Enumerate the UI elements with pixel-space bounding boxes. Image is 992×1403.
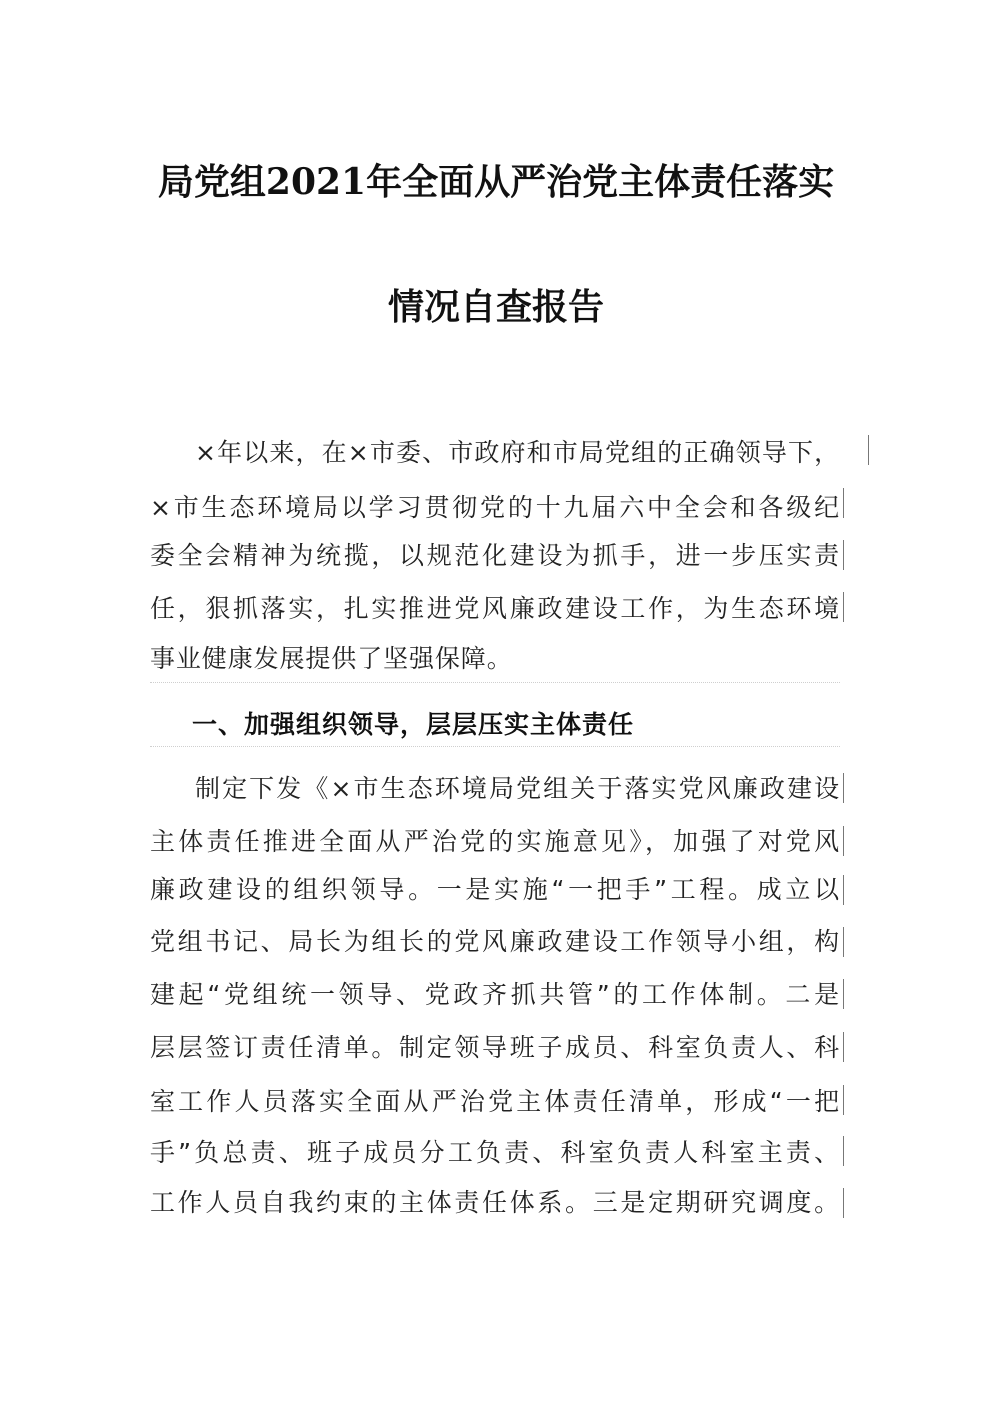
margin-marker [868, 435, 869, 465]
document-title-line-1: 局党组2021年全面从严治党主体责任落实 [157, 161, 835, 203]
intro-line: ×年以来，在×市委、市政府和市局党组的正确领导下， [195, 438, 840, 467]
margin-marker [843, 1136, 844, 1166]
section-line: 工作人员自我约束的主体责任体系。三是定期研究调度。 [150, 1188, 840, 1217]
section-line: 制定下发《×市生态环境局党组关于落实党风廉政建设 [195, 774, 840, 803]
margin-marker [843, 826, 844, 856]
margin-marker [843, 592, 844, 622]
intro-line: 委全会精神为统揽，以规范化建设为抓手，进一步压实责 [150, 541, 840, 570]
margin-marker [843, 488, 844, 518]
section-line: 室工作人员落实全面从严治党主体责任清单，形成“一把 [150, 1087, 840, 1116]
intro-line: ×市生态环境局以学习贯彻党的十九届六中全会和各级纪 [150, 493, 840, 522]
margin-marker [843, 927, 844, 957]
margin-marker [843, 1085, 844, 1115]
section-heading: 一、加强组织领导，层层压实主体责任 [192, 710, 635, 739]
margin-marker [843, 773, 844, 803]
margin-marker [843, 1188, 844, 1218]
divider-line [150, 682, 840, 683]
margin-marker [843, 1032, 844, 1062]
section-line: 层层签订责任清单。制定领导班子成员、科室负责人、科 [150, 1033, 840, 1062]
section-line: 建起“党组统一领导、党政齐抓共管”的工作体制。二是 [150, 980, 840, 1009]
section-line: 主体责任推进全面从严治党的实施意见》，加强了对党风 [150, 827, 840, 856]
section-line: 手”负总责、班子成员分工负责、科室负责人科室主责、 [150, 1138, 840, 1167]
margin-marker [843, 540, 844, 570]
section-line: 廉政建设的组织领导。一是实施“一把手”工程。成立以 [150, 875, 840, 904]
document-title-line-2: 情况自查报告 [387, 286, 604, 328]
intro-line: 事业健康发展提供了坚强保障。 [150, 644, 513, 673]
margin-marker [843, 875, 844, 905]
margin-marker [843, 979, 844, 1009]
section-line: 党组书记、局长为组长的党风廉政建设工作领导小组，构 [150, 927, 840, 956]
divider-line [150, 746, 840, 747]
intro-line: 任，狠抓落实，扎实推进党风廉政建设工作，为生态环境 [150, 594, 840, 623]
